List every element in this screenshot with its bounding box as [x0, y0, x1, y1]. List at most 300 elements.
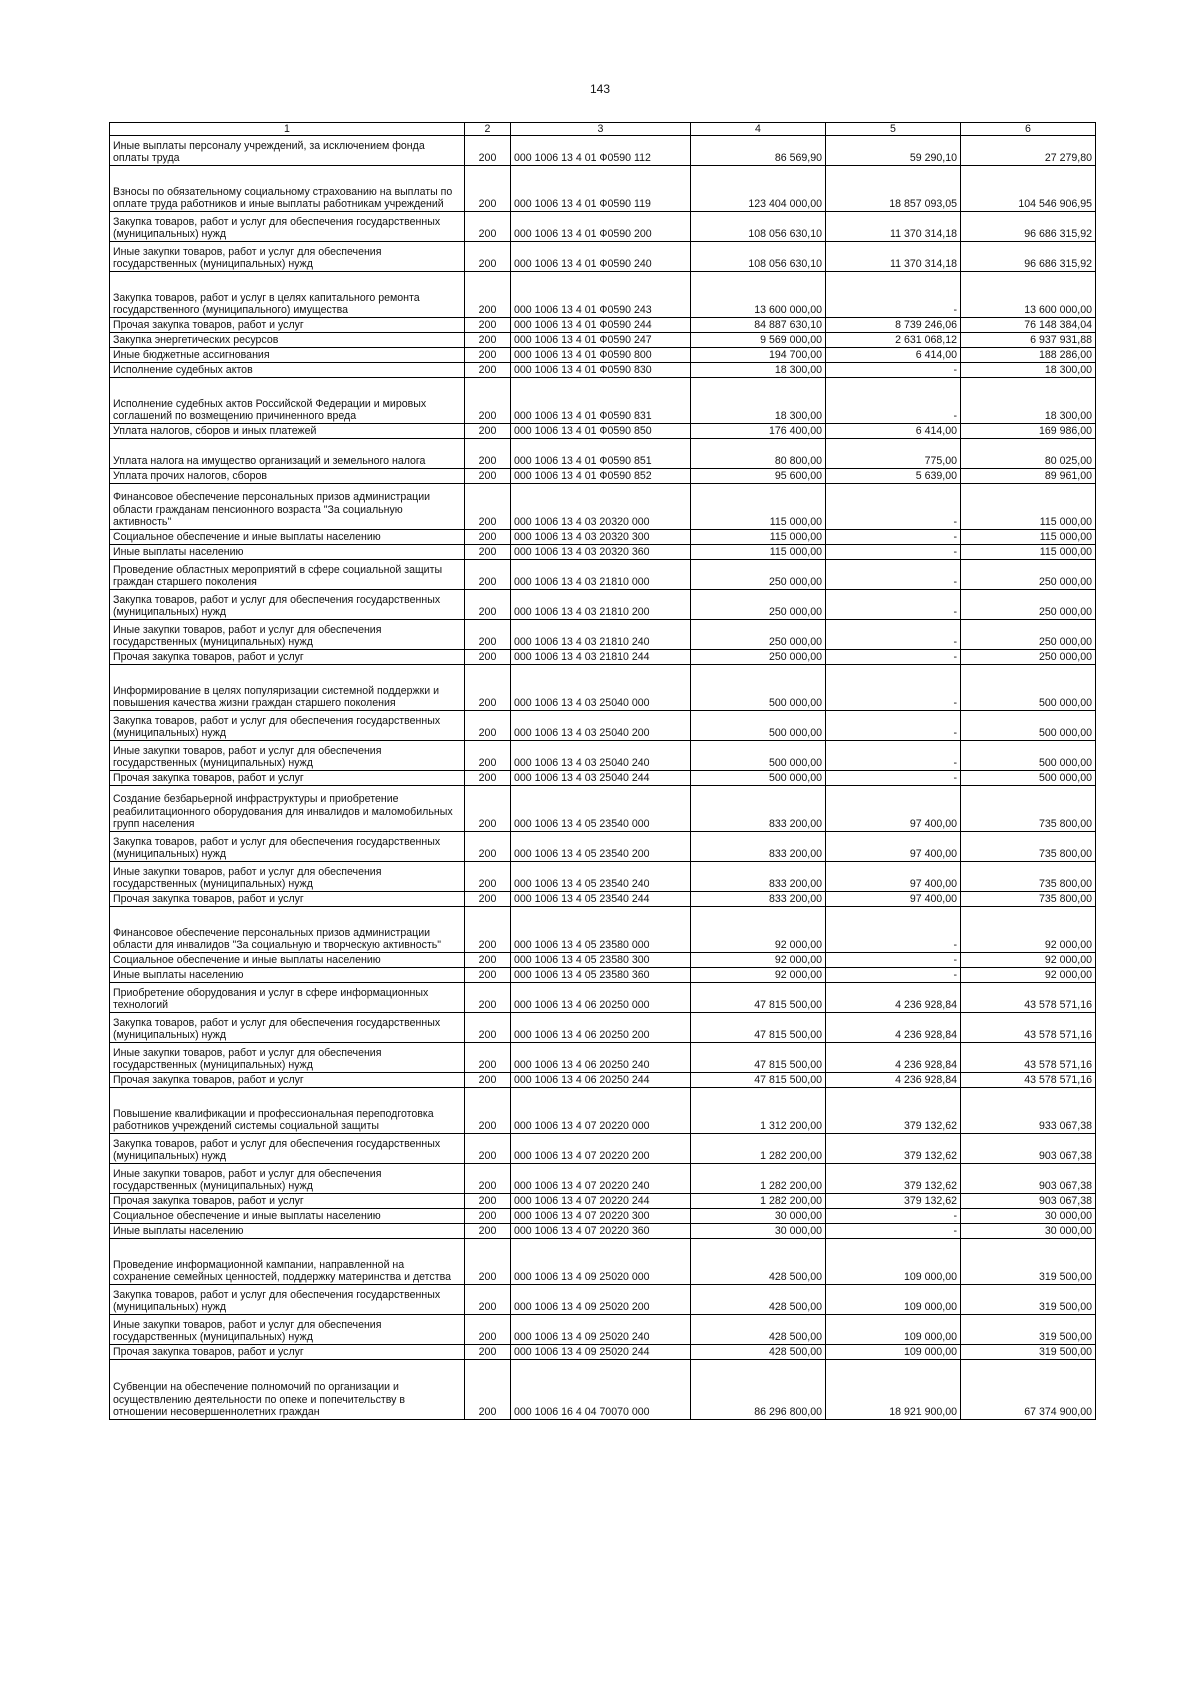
approved-amount-cell: 250 000,00	[691, 590, 826, 620]
table-row	[110, 1360, 1096, 1420]
row-name-cell: Закупка товаров, работ и услуг для обеспечения государственных (муниципальных) нужд	[110, 1285, 465, 1315]
approved-amount-cell: 500 000,00	[691, 711, 826, 741]
row-name-cell: Финансовое обеспечение персональных призов администрации области гражданам пенсионного возраста "За социальную активность"	[110, 484, 465, 530]
remaining-amount-cell: 80 025,00	[961, 439, 1096, 469]
approved-amount-cell: 250 000,00	[691, 620, 826, 650]
approved-amount-cell: 428 500,00	[691, 1315, 826, 1345]
admin-code-cell: 200	[465, 1073, 511, 1088]
executed-amount-cell: 18 921 900,00	[826, 1360, 961, 1420]
executed-amount-cell: -	[826, 650, 961, 665]
approved-amount-cell: 30 000,00	[691, 1209, 826, 1224]
admin-code-cell: 200	[465, 439, 511, 469]
admin-code-cell: 200	[465, 166, 511, 212]
admin-code-cell: 200	[465, 862, 511, 892]
table-row	[110, 907, 1096, 953]
approved-amount-cell: 9 569 000,00	[691, 333, 826, 348]
column-header: 3	[511, 123, 691, 136]
column-header: 4	[691, 123, 826, 136]
row-name-cell: Проведение информационной кампании, направленной на сохранение семейных ценностей, поддержку материнства и детства	[110, 1239, 465, 1285]
admin-code-cell: 200	[465, 333, 511, 348]
table-row	[110, 530, 1096, 545]
admin-code-cell: 200	[465, 378, 511, 424]
approved-amount-cell: 115 000,00	[691, 530, 826, 545]
budget-code-cell: 000 1006 13 4 03 25040 000	[511, 665, 691, 711]
executed-amount-cell: 379 132,62	[826, 1194, 961, 1209]
approved-amount-cell: 194 700,00	[691, 348, 826, 363]
remaining-amount-cell: 104 546 906,95	[961, 166, 1096, 212]
budget-code-cell: 000 1006 13 4 03 20320 300	[511, 530, 691, 545]
admin-code-cell: 200	[465, 1315, 511, 1345]
budget-code-cell: 000 1006 13 4 07 20220 200	[511, 1134, 691, 1164]
table-row	[110, 771, 1096, 786]
approved-amount-cell: 92 000,00	[691, 968, 826, 983]
executed-amount-cell: -	[826, 953, 961, 968]
admin-code-cell: 200	[465, 590, 511, 620]
admin-code-cell: 200	[465, 650, 511, 665]
budget-code-cell: 000 1006 13 4 01 Ф0590 852	[511, 469, 691, 484]
table-row	[110, 136, 1096, 166]
budget-code-cell: 000 1006 13 4 07 20220 360	[511, 1224, 691, 1239]
executed-amount-cell: -	[826, 1209, 961, 1224]
budget-table	[109, 122, 1096, 1420]
row-name-cell: Прочая закупка товаров, работ и услуг	[110, 771, 465, 786]
approved-amount-cell: 833 200,00	[691, 832, 826, 862]
row-name-cell: Иные выплаты персоналу учреждений, за исключением фонда оплаты труда	[110, 136, 465, 166]
table-row	[110, 1073, 1096, 1088]
executed-amount-cell: 6 414,00	[826, 424, 961, 439]
executed-amount-cell: -	[826, 484, 961, 530]
executed-amount-cell: -	[826, 711, 961, 741]
row-name-cell: Прочая закупка товаров, работ и услуг	[110, 650, 465, 665]
budget-code-cell: 000 1006 13 4 07 20220 240	[511, 1164, 691, 1194]
remaining-amount-cell: 115 000,00	[961, 545, 1096, 560]
budget-code-cell: 000 1006 13 4 03 25040 200	[511, 711, 691, 741]
remaining-amount-cell: 43 578 571,16	[961, 1043, 1096, 1073]
approved-amount-cell: 13 600 000,00	[691, 272, 826, 318]
row-name-cell: Социальное обеспечение и иные выплаты населению	[110, 1209, 465, 1224]
admin-code-cell: 200	[465, 530, 511, 545]
remaining-amount-cell: 18 300,00	[961, 363, 1096, 378]
budget-code-cell: 000 1006 13 4 07 20220 244	[511, 1194, 691, 1209]
remaining-amount-cell: 735 800,00	[961, 786, 1096, 832]
executed-amount-cell: 59 290,10	[826, 136, 961, 166]
row-name-cell: Уплата налога на имущество организаций и земельного налога	[110, 439, 465, 469]
budget-code-cell: 000 1006 13 4 01 Ф0590 800	[511, 348, 691, 363]
admin-code-cell: 200	[465, 1224, 511, 1239]
row-name-cell: Иные бюджетные ассигнования	[110, 348, 465, 363]
budget-code-cell: 000 1006 13 4 06 20250 244	[511, 1073, 691, 1088]
executed-amount-cell: 5 639,00	[826, 469, 961, 484]
remaining-amount-cell: 319 500,00	[961, 1239, 1096, 1285]
remaining-amount-cell: 250 000,00	[961, 590, 1096, 620]
table-row	[110, 590, 1096, 620]
admin-code-cell: 200	[465, 1043, 511, 1073]
admin-code-cell: 200	[465, 1013, 511, 1043]
row-name-cell: Закупка товаров, работ и услуг для обеспечения государственных (муниципальных) нужд	[110, 212, 465, 242]
admin-code-cell: 200	[465, 136, 511, 166]
admin-code-cell: 200	[465, 711, 511, 741]
budget-code-cell: 000 1006 13 4 01 Ф0590 831	[511, 378, 691, 424]
row-name-cell: Социальное обеспечение и иные выплаты населению	[110, 530, 465, 545]
remaining-amount-cell: 735 800,00	[961, 892, 1096, 907]
admin-code-cell: 200	[465, 469, 511, 484]
row-name-cell: Приобретение оборудования и услуг в сфере информационных технологий	[110, 983, 465, 1013]
budget-code-cell: 000 1006 13 4 05 23580 300	[511, 953, 691, 968]
table-row	[110, 272, 1096, 318]
admin-code-cell: 200	[465, 620, 511, 650]
approved-amount-cell: 80 800,00	[691, 439, 826, 469]
table-row	[110, 1134, 1096, 1164]
row-name-cell: Уплата налогов, сборов и иных платежей	[110, 424, 465, 439]
executed-amount-cell: -	[826, 590, 961, 620]
budget-code-cell: 000 1006 13 4 05 23580 360	[511, 968, 691, 983]
remaining-amount-cell: 18 300,00	[961, 378, 1096, 424]
table-row	[110, 484, 1096, 530]
row-name-cell: Закупка товаров, работ и услуг в целях капитального ремонта государственного (муниципального) имущества	[110, 272, 465, 318]
executed-amount-cell: 109 000,00	[826, 1345, 961, 1360]
approved-amount-cell: 176 400,00	[691, 424, 826, 439]
admin-code-cell: 200	[465, 786, 511, 832]
row-name-cell: Повышение квалификации и профессиональная переподготовка работников учреждений системы социальной защиты	[110, 1088, 465, 1134]
approved-amount-cell: 95 600,00	[691, 469, 826, 484]
approved-amount-cell: 84 887 630,10	[691, 318, 826, 333]
budget-code-cell: 000 1006 13 4 06 20250 200	[511, 1013, 691, 1043]
budget-code-cell: 000 1006 13 4 03 20320 360	[511, 545, 691, 560]
remaining-amount-cell: 319 500,00	[961, 1285, 1096, 1315]
table-row	[110, 1224, 1096, 1239]
row-name-cell: Проведение областных мероприятий в сфере социальной защиты граждан старшего поколения	[110, 560, 465, 590]
table-row	[110, 832, 1096, 862]
executed-amount-cell: -	[826, 560, 961, 590]
budget-code-cell: 000 1006 13 4 03 21810 200	[511, 590, 691, 620]
table-row	[110, 242, 1096, 272]
admin-code-cell: 200	[465, 983, 511, 1013]
row-name-cell: Финансовое обеспечение персональных призов администрации области для инвалидов "За социальную и творческую активность"	[110, 907, 465, 953]
table-row	[110, 1013, 1096, 1043]
budget-code-cell: 000 1006 13 4 01 Ф0590 200	[511, 212, 691, 242]
table-row	[110, 953, 1096, 968]
budget-code-cell: 000 1006 13 4 09 25020 244	[511, 1345, 691, 1360]
budget-code-cell: 000 1006 13 4 09 25020 200	[511, 1285, 691, 1315]
budget-code-cell: 000 1006 13 4 07 20220 000	[511, 1088, 691, 1134]
row-name-cell: Закупка товаров, работ и услуг для обеспечения государственных (муниципальных) нужд	[110, 590, 465, 620]
admin-code-cell: 200	[465, 771, 511, 786]
executed-amount-cell: 775,00	[826, 439, 961, 469]
remaining-amount-cell: 319 500,00	[961, 1315, 1096, 1345]
admin-code-cell: 200	[465, 560, 511, 590]
remaining-amount-cell: 92 000,00	[961, 907, 1096, 953]
approved-amount-cell: 1 282 200,00	[691, 1194, 826, 1209]
admin-code-cell: 200	[465, 892, 511, 907]
approved-amount-cell: 1 282 200,00	[691, 1134, 826, 1164]
executed-amount-cell: -	[826, 665, 961, 711]
admin-code-cell: 200	[465, 1164, 511, 1194]
remaining-amount-cell: 6 937 931,88	[961, 333, 1096, 348]
remaining-amount-cell: 500 000,00	[961, 711, 1096, 741]
table-row	[110, 1239, 1096, 1285]
budget-code-cell: 000 1006 13 4 05 23540 000	[511, 786, 691, 832]
executed-amount-cell: -	[826, 530, 961, 545]
approved-amount-cell: 123 404 000,00	[691, 166, 826, 212]
table-row	[110, 711, 1096, 741]
row-name-cell: Закупка товаров, работ и услуг для обеспечения государственных (муниципальных) нужд	[110, 832, 465, 862]
remaining-amount-cell: 27 279,80	[961, 136, 1096, 166]
table-row	[110, 1285, 1096, 1315]
remaining-amount-cell: 903 067,38	[961, 1164, 1096, 1194]
approved-amount-cell: 47 815 500,00	[691, 1043, 826, 1073]
remaining-amount-cell: 43 578 571,16	[961, 983, 1096, 1013]
remaining-amount-cell: 250 000,00	[961, 620, 1096, 650]
budget-code-cell: 000 1006 13 4 01 Ф0590 244	[511, 318, 691, 333]
table-row	[110, 892, 1096, 907]
row-name-cell: Закупка товаров, работ и услуг для обеспечения государственных (муниципальных) нужд	[110, 1013, 465, 1043]
table-row	[110, 968, 1096, 983]
admin-code-cell: 200	[465, 1345, 511, 1360]
budget-code-cell: 000 1006 13 4 07 20220 300	[511, 1209, 691, 1224]
budget-code-cell: 000 1006 13 4 06 20250 000	[511, 983, 691, 1013]
admin-code-cell: 200	[465, 1194, 511, 1209]
executed-amount-cell: 4 236 928,84	[826, 1073, 961, 1088]
remaining-amount-cell: 115 000,00	[961, 530, 1096, 545]
row-name-cell: Иные закупки товаров, работ и услуг для обеспечения государственных (муниципальных) нужд	[110, 620, 465, 650]
table-row	[110, 862, 1096, 892]
admin-code-cell: 200	[465, 1285, 511, 1315]
executed-amount-cell: 109 000,00	[826, 1285, 961, 1315]
approved-amount-cell: 250 000,00	[691, 650, 826, 665]
executed-amount-cell: 2 631 068,12	[826, 333, 961, 348]
budget-code-cell: 000 1006 13 4 03 20320 000	[511, 484, 691, 530]
budget-code-cell: 000 1006 13 4 05 23540 240	[511, 862, 691, 892]
approved-amount-cell: 47 815 500,00	[691, 1073, 826, 1088]
remaining-amount-cell: 76 148 384,04	[961, 318, 1096, 333]
approved-amount-cell: 86 569,90	[691, 136, 826, 166]
admin-code-cell: 200	[465, 484, 511, 530]
remaining-amount-cell: 903 067,38	[961, 1194, 1096, 1209]
executed-amount-cell: 6 414,00	[826, 348, 961, 363]
remaining-amount-cell: 89 961,00	[961, 469, 1096, 484]
approved-amount-cell: 115 000,00	[691, 484, 826, 530]
page-number: 143	[589, 82, 611, 96]
approved-amount-cell: 500 000,00	[691, 741, 826, 771]
executed-amount-cell: 11 370 314,18	[826, 242, 961, 272]
table-row	[110, 1164, 1096, 1194]
budget-code-cell: 000 1006 13 4 03 25040 240	[511, 741, 691, 771]
row-name-cell: Прочая закупка товаров, работ и услуг	[110, 1194, 465, 1209]
admin-code-cell: 200	[465, 832, 511, 862]
executed-amount-cell: 11 370 314,18	[826, 212, 961, 242]
approved-amount-cell: 86 296 800,00	[691, 1360, 826, 1420]
approved-amount-cell: 18 300,00	[691, 378, 826, 424]
budget-code-cell: 000 1006 13 4 05 23540 200	[511, 832, 691, 862]
row-name-cell: Исполнение судебных актов Российской Федерации и мировых соглашений по возмещению причиненного вреда	[110, 378, 465, 424]
executed-amount-cell: -	[826, 378, 961, 424]
row-name-cell: Информирование в целях популяризации системной поддержки и повышения качества жизни граждан старшего поколения	[110, 665, 465, 711]
table-row	[110, 318, 1096, 333]
approved-amount-cell: 92 000,00	[691, 907, 826, 953]
executed-amount-cell: -	[826, 620, 961, 650]
executed-amount-cell: 109 000,00	[826, 1239, 961, 1285]
executed-amount-cell: 4 236 928,84	[826, 983, 961, 1013]
executed-amount-cell: -	[826, 907, 961, 953]
row-name-cell: Прочая закупка товаров, работ и услуг	[110, 892, 465, 907]
remaining-amount-cell: 319 500,00	[961, 1345, 1096, 1360]
budget-code-cell: 000 1006 13 4 01 Ф0590 247	[511, 333, 691, 348]
approved-amount-cell: 500 000,00	[691, 665, 826, 711]
executed-amount-cell: 4 236 928,84	[826, 1043, 961, 1073]
admin-code-cell: 200	[465, 1088, 511, 1134]
remaining-amount-cell: 96 686 315,92	[961, 242, 1096, 272]
row-name-cell: Закупка товаров, работ и услуг для обеспечения государственных (муниципальных) нужд	[110, 1134, 465, 1164]
remaining-amount-cell: 13 600 000,00	[961, 272, 1096, 318]
remaining-amount-cell: 30 000,00	[961, 1209, 1096, 1224]
row-name-cell: Иные закупки товаров, работ и услуг для обеспечения государственных (муниципальных) нужд	[110, 862, 465, 892]
executed-amount-cell: -	[826, 272, 961, 318]
row-name-cell: Закупка энергетических ресурсов	[110, 333, 465, 348]
admin-code-cell: 200	[465, 424, 511, 439]
remaining-amount-cell: 43 578 571,16	[961, 1073, 1096, 1088]
row-name-cell: Иные закупки товаров, работ и услуг для обеспечения государственных (муниципальных) нужд	[110, 1315, 465, 1345]
budget-code-cell: 000 1006 13 4 03 21810 000	[511, 560, 691, 590]
row-name-cell: Уплата прочих налогов, сборов	[110, 469, 465, 484]
approved-amount-cell: 18 300,00	[691, 363, 826, 378]
admin-code-cell: 200	[465, 363, 511, 378]
remaining-amount-cell: 500 000,00	[961, 665, 1096, 711]
budget-code-cell: 000 1006 13 4 01 Ф0590 240	[511, 242, 691, 272]
admin-code-cell: 200	[465, 318, 511, 333]
column-header: 5	[826, 123, 961, 136]
admin-code-cell: 200	[465, 1209, 511, 1224]
admin-code-cell: 200	[465, 1134, 511, 1164]
row-name-cell: Прочая закупка товаров, работ и услуг	[110, 318, 465, 333]
budget-code-cell: 000 1006 13 4 01 Ф0590 243	[511, 272, 691, 318]
row-name-cell: Исполнение судебных актов	[110, 363, 465, 378]
budget-code-cell: 000 1006 13 4 05 23540 244	[511, 892, 691, 907]
budget-code-cell: 000 1006 13 4 01 Ф0590 851	[511, 439, 691, 469]
budget-code-cell: 000 1006 13 4 09 25020 000	[511, 1239, 691, 1285]
row-name-cell: Иные выплаты населению	[110, 545, 465, 560]
remaining-amount-cell: 188 286,00	[961, 348, 1096, 363]
executed-amount-cell: -	[826, 968, 961, 983]
admin-code-cell: 200	[465, 272, 511, 318]
approved-amount-cell: 833 200,00	[691, 862, 826, 892]
row-name-cell: Иные закупки товаров, работ и услуг для обеспечения государственных (муниципальных) нужд	[110, 1043, 465, 1073]
executed-amount-cell: 379 132,62	[826, 1134, 961, 1164]
table-row	[110, 1043, 1096, 1073]
table-row	[110, 1345, 1096, 1360]
remaining-amount-cell: 169 986,00	[961, 424, 1096, 439]
executed-amount-cell: 4 236 928,84	[826, 1013, 961, 1043]
remaining-amount-cell: 735 800,00	[961, 832, 1096, 862]
admin-code-cell: 200	[465, 212, 511, 242]
table-row	[110, 1209, 1096, 1224]
remaining-amount-cell: 30 000,00	[961, 1224, 1096, 1239]
executed-amount-cell: -	[826, 545, 961, 560]
remaining-amount-cell: 903 067,38	[961, 1134, 1096, 1164]
column-header: 2	[465, 123, 511, 136]
approved-amount-cell: 250 000,00	[691, 560, 826, 590]
row-name-cell: Иные выплаты населению	[110, 1224, 465, 1239]
header-row	[110, 123, 1096, 136]
approved-amount-cell: 92 000,00	[691, 953, 826, 968]
remaining-amount-cell: 933 067,38	[961, 1088, 1096, 1134]
table-row	[110, 378, 1096, 424]
remaining-amount-cell: 67 374 900,00	[961, 1360, 1096, 1420]
budget-code-cell: 000 1006 13 4 03 25040 244	[511, 771, 691, 786]
executed-amount-cell: -	[826, 771, 961, 786]
admin-code-cell: 200	[465, 1239, 511, 1285]
executed-amount-cell: -	[826, 1224, 961, 1239]
executed-amount-cell: 379 132,62	[826, 1164, 961, 1194]
row-name-cell: Социальное обеспечение и иные выплаты населению	[110, 953, 465, 968]
remaining-amount-cell: 92 000,00	[961, 953, 1096, 968]
approved-amount-cell: 833 200,00	[691, 786, 826, 832]
approved-amount-cell: 108 056 630,10	[691, 242, 826, 272]
approved-amount-cell: 1 282 200,00	[691, 1164, 826, 1194]
table-row	[110, 983, 1096, 1013]
budget-code-cell: 000 1006 13 4 03 21810 244	[511, 650, 691, 665]
table-row	[110, 1088, 1096, 1134]
table-row	[110, 469, 1096, 484]
budget-code-cell: 000 1006 13 4 01 Ф0590 119	[511, 166, 691, 212]
table-row	[110, 212, 1096, 242]
table-row	[110, 545, 1096, 560]
column-header: 6	[961, 123, 1096, 136]
budget-code-cell: 000 1006 13 4 03 21810 240	[511, 620, 691, 650]
row-name-cell: Закупка товаров, работ и услуг для обеспечения государственных (муниципальных) нужд	[110, 711, 465, 741]
admin-code-cell: 200	[465, 348, 511, 363]
admin-code-cell: 200	[465, 741, 511, 771]
approved-amount-cell: 115 000,00	[691, 545, 826, 560]
executed-amount-cell: 379 132,62	[826, 1088, 961, 1134]
approved-amount-cell: 1 312 200,00	[691, 1088, 826, 1134]
executed-amount-cell: 97 400,00	[826, 832, 961, 862]
table-row	[110, 363, 1096, 378]
table-row	[110, 1315, 1096, 1345]
approved-amount-cell: 47 815 500,00	[691, 1013, 826, 1043]
budget-code-cell: 000 1006 13 4 06 20250 240	[511, 1043, 691, 1073]
budget-code-cell: 000 1006 13 4 01 Ф0590 850	[511, 424, 691, 439]
approved-amount-cell: 428 500,00	[691, 1285, 826, 1315]
admin-code-cell: 200	[465, 1360, 511, 1420]
row-name-cell: Субвенции на обеспечение полномочий по организации и осуществлению деятельности по опеке и попечительству в отношении несовершеннолетних граждан	[110, 1360, 465, 1420]
budget-code-cell: 000 1006 16 4 04 70070 000	[511, 1360, 691, 1420]
budget-code-cell: 000 1006 13 4 01 Ф0590 112	[511, 136, 691, 166]
approved-amount-cell: 428 500,00	[691, 1239, 826, 1285]
row-name-cell: Иные выплаты населению	[110, 968, 465, 983]
admin-code-cell: 200	[465, 953, 511, 968]
approved-amount-cell: 428 500,00	[691, 1345, 826, 1360]
table-row	[110, 786, 1096, 832]
executed-amount-cell: 8 739 246,06	[826, 318, 961, 333]
admin-code-cell: 200	[465, 242, 511, 272]
executed-amount-cell: -	[826, 741, 961, 771]
remaining-amount-cell: 92 000,00	[961, 968, 1096, 983]
executed-amount-cell: 109 000,00	[826, 1315, 961, 1345]
remaining-amount-cell: 115 000,00	[961, 484, 1096, 530]
remaining-amount-cell: 500 000,00	[961, 741, 1096, 771]
table-row	[110, 620, 1096, 650]
row-name-cell: Иные закупки товаров, работ и услуг для обеспечения государственных (муниципальных) нужд	[110, 242, 465, 272]
table-row	[110, 650, 1096, 665]
budget-code-cell: 000 1006 13 4 05 23580 000	[511, 907, 691, 953]
row-name-cell: Прочая закупка товаров, работ и услуг	[110, 1073, 465, 1088]
approved-amount-cell: 833 200,00	[691, 892, 826, 907]
remaining-amount-cell: 43 578 571,16	[961, 1013, 1096, 1043]
table-row	[110, 348, 1096, 363]
executed-amount-cell: 97 400,00	[826, 862, 961, 892]
table-row	[110, 665, 1096, 711]
approved-amount-cell: 108 056 630,10	[691, 212, 826, 242]
